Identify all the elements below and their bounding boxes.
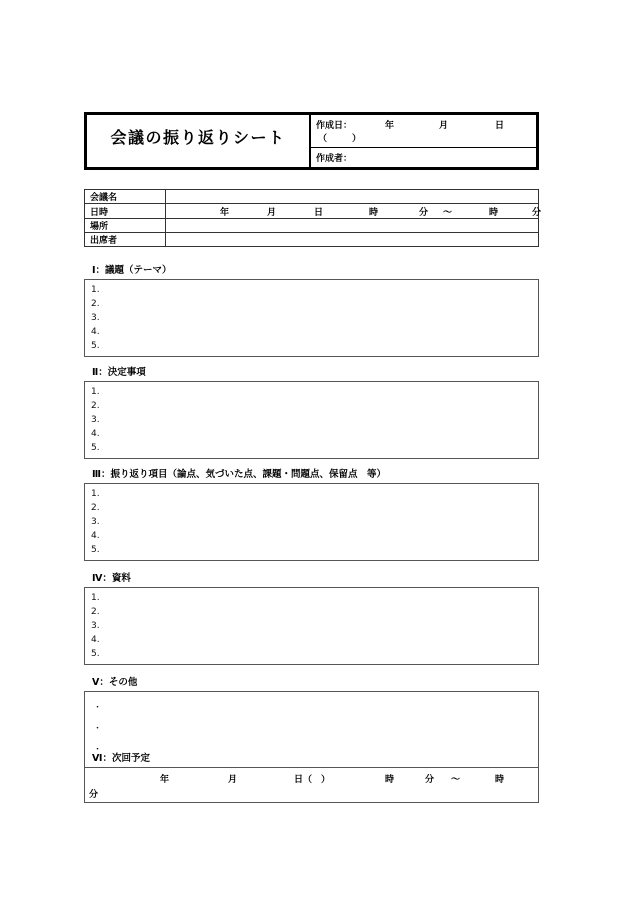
next-hour-start: 時 [385,775,395,785]
created-by-label: 作成者： [316,154,353,164]
section-content-box[interactable] [84,587,539,665]
table-row [85,233,539,247]
list-item[interactable]: ・ [93,724,103,734]
list-item[interactable]: 5. [91,341,100,351]
list-item[interactable]: 3. [91,313,100,323]
meeting-info-table [84,189,542,247]
section-heading: Ⅴ：その他 [92,677,138,688]
datetime-day: 日 [314,208,324,218]
datetime-minute-end: 分 [532,208,542,218]
section-content-box[interactable] [84,483,539,561]
list-item[interactable]: ・ [93,745,103,755]
title-cell [87,115,311,167]
list-item[interactable]: 3. [91,621,100,631]
list-item[interactable]: ・ [93,703,103,713]
section-agenda [84,262,539,357]
page-title: 会議の振り返りシート [110,127,286,147]
list-item[interactable]: 2. [91,401,100,411]
next-minute-end: 分 [89,790,99,800]
info-value-attendees[interactable] [166,233,539,247]
datetime-minute-start: 分 [419,208,429,218]
datetime-tilde: ～ [443,208,453,218]
section-content-box[interactable] [84,381,539,459]
created-date-day: 日 [495,121,505,131]
next-hour-end: 時 [495,775,505,785]
list-item[interactable]: 4. [91,531,100,541]
section-heading: Ⅱ：決定事項 [92,367,146,378]
list-item[interactable]: 5. [91,649,100,659]
list-item[interactable]: 1. [91,593,100,603]
list-item[interactable]: 5. [91,443,100,453]
list-item[interactable]: 4. [91,429,100,439]
section-heading: Ⅳ：資料 [92,573,131,584]
created-date-row [311,115,536,148]
list-item[interactable]: 1. [91,285,100,295]
info-label-datetime: 日時 [85,204,166,219]
datetime-hour-start: 時 [369,208,379,218]
section-reflection [84,466,539,561]
next-tilde: ～ [451,775,461,785]
list-item[interactable]: 1. [91,489,100,499]
table-row [85,190,539,204]
next-day: 日（ ） [294,775,331,785]
list-item[interactable]: 3. [91,517,100,527]
list-item[interactable]: 1. [91,387,100,397]
info-label-meeting-name: 会議名 [85,190,166,204]
list-item[interactable]: 2. [91,503,100,513]
list-item[interactable]: 2. [91,299,100,309]
next-year: 年 [160,775,170,785]
list-item[interactable]: 3. [91,415,100,425]
created-date-weekday-paren: （ ） [318,134,370,144]
info-value-place[interactable] [166,219,539,233]
list-item[interactable]: 5. [91,545,100,555]
list-item[interactable]: 4. [91,635,100,645]
info-value-datetime[interactable] [166,204,542,219]
table-row [85,219,539,233]
datetime-year: 年 [220,208,230,218]
section-materials [84,570,539,665]
section-next-meeting [84,750,539,803]
created-date-year: 年 [385,121,395,131]
list-item[interactable]: 2. [91,607,100,617]
info-label-place: 場所 [85,219,166,233]
section-decisions [84,364,539,459]
datetime-field-group [166,204,542,218]
table-row [85,204,539,219]
created-date-month: 月 [439,121,449,131]
info-label-attendees: 出席者 [85,233,166,247]
next-meeting-box[interactable] [84,767,539,803]
datetime-hour-end: 時 [489,208,499,218]
next-month: 月 [228,775,238,785]
datetime-month: 月 [267,208,277,218]
list-item[interactable]: 4. [91,327,100,337]
title-header-block [84,112,539,170]
created-date-label: 作成日： [316,121,353,131]
section-heading: Ⅲ：振り返り項目（論点、気づいた点、課題・問題点、保留点 等） [92,469,386,480]
section-heading: Ⅵ：次回予定 [92,753,150,764]
section-heading: Ⅰ：議題（テーマ） [92,265,172,276]
next-minute-start: 分 [425,775,435,785]
header-meta-cell [311,115,536,167]
info-value-meeting-name[interactable] [166,190,539,204]
section-content-box[interactable] [84,279,539,357]
